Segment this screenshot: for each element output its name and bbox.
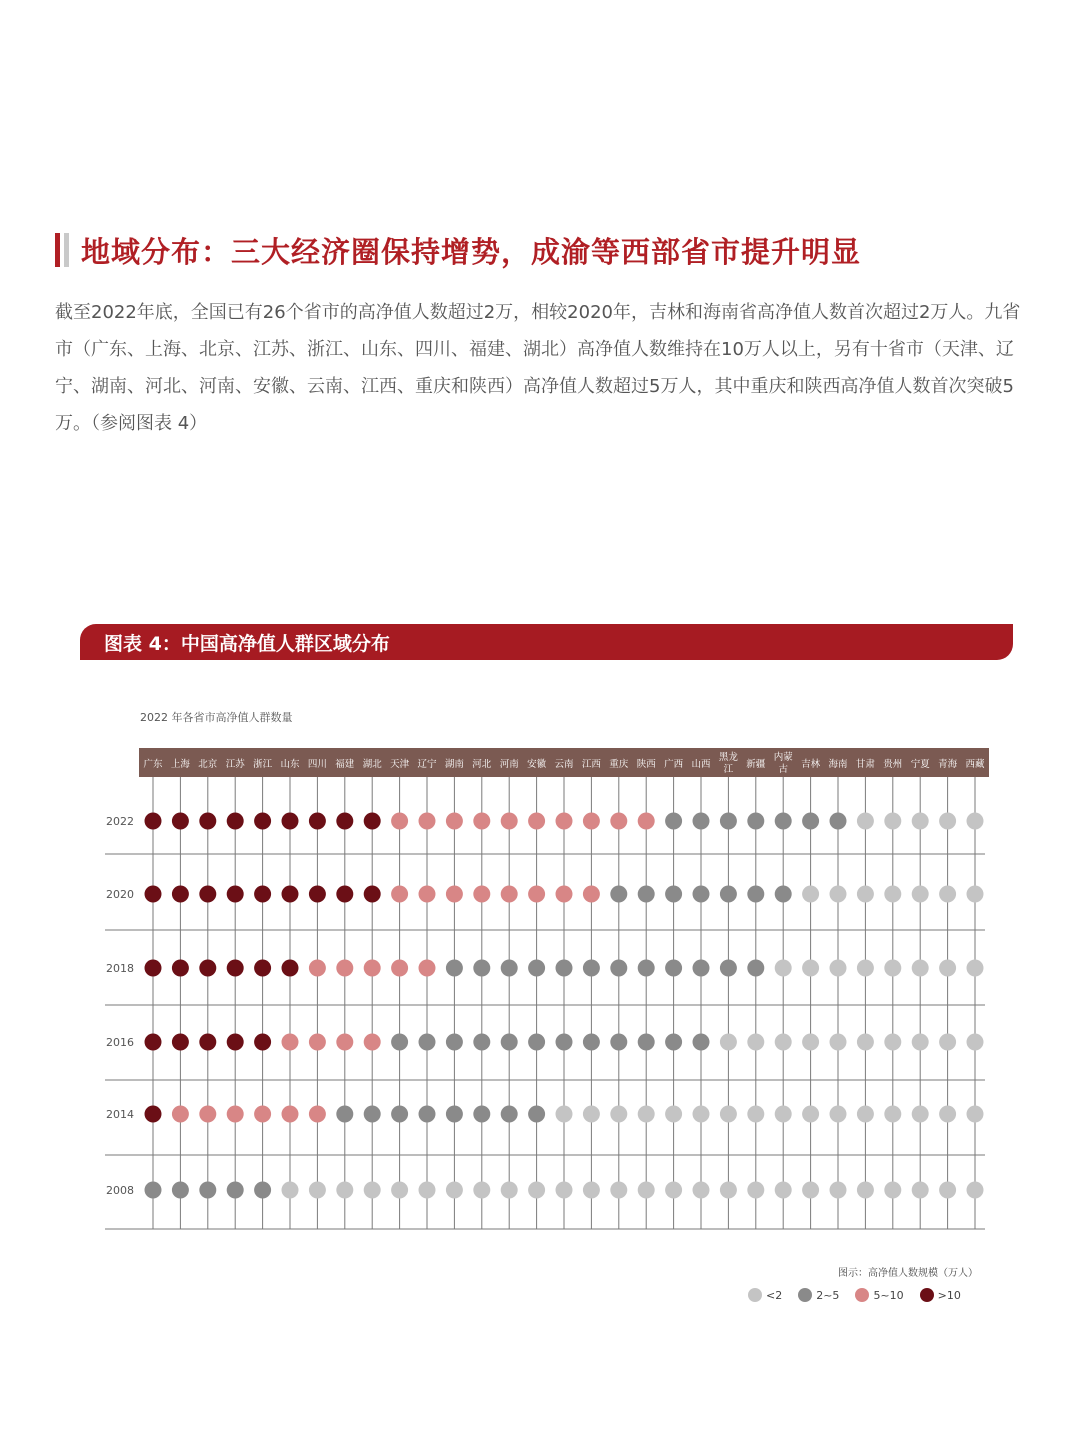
province-label: 山东 (280, 759, 300, 770)
year-label: 2018 (106, 962, 134, 975)
cell-dot (501, 886, 518, 903)
cell-dot (610, 1182, 627, 1199)
cell-dot (802, 960, 819, 977)
cell-dot (775, 813, 792, 830)
cell-dot (473, 1034, 490, 1051)
cell-dot (145, 1182, 162, 1199)
cell-dot (391, 1034, 408, 1051)
province-label: 天津 (390, 759, 410, 770)
cell-dot (665, 1034, 682, 1051)
cell-dot (145, 886, 162, 903)
section-paragraph: 截至2022年底，全国已有26个省市的高净值人数超过2万，相较2020年，吉林和海南省高净值人数首次超过2万人。九省市（广东、上海、北京、江苏、浙江、山东、四川、福建、湖北）高净值人数维持在10万人以上，另有十省市（天津、辽宁、湖南、河北、河南、安徽、云南、江西、重庆和陕西）高净值人数超过5万人，其中重庆和陕西高净值人数首次突破5万。（参阅图表 4） (55, 302, 1021, 434)
province-label: 青海 (938, 759, 958, 770)
cell-dot (720, 1106, 737, 1123)
cell-dot (912, 960, 929, 977)
cell-dot (857, 960, 874, 977)
legend-item-gt10 (920, 1288, 961, 1302)
cell-dot (857, 886, 874, 903)
cell-dot (336, 813, 353, 830)
cell-dot (583, 813, 600, 830)
cell-dot (967, 1182, 984, 1199)
section-title: 地域分布：三大经济圈保持增势，成渝等西部省市提升明显 (81, 234, 862, 269)
figure-label: 图表 4：中国高净值人群区域分布 (104, 632, 390, 655)
cell-dot (884, 960, 901, 977)
legend (748, 1288, 961, 1302)
cell-dot (857, 1106, 874, 1123)
legend-label-2to5: 2~5 (816, 1288, 840, 1302)
cell-dot (830, 1034, 847, 1051)
cell-dot (282, 1034, 299, 1051)
cell-dot (884, 1034, 901, 1051)
cell-dot (912, 1182, 929, 1199)
cell-dot (556, 960, 573, 977)
cell-dot (282, 960, 299, 977)
legend-title: 图示：高净值人数规模（万人） (838, 1268, 978, 1279)
province-label: 上海 (170, 759, 190, 770)
cell-dot (145, 1106, 162, 1123)
cell-dot (720, 813, 737, 830)
cell-dot (336, 1034, 353, 1051)
cell-dot (336, 1106, 353, 1123)
cell-dot (391, 960, 408, 977)
cell-dot (912, 1034, 929, 1051)
province-label: 西藏 (965, 759, 985, 770)
cell-dot (857, 813, 874, 830)
province-label: 海南 (828, 759, 848, 770)
cell-dot (364, 1182, 381, 1199)
cell-dot (172, 1182, 189, 1199)
cell-dot (227, 1182, 244, 1199)
cell-dot (309, 1106, 326, 1123)
cell-dot (830, 813, 847, 830)
cell-dot (665, 813, 682, 830)
cell-dot (419, 1034, 436, 1051)
cell-dot (391, 813, 408, 830)
cell-dot (501, 1106, 518, 1123)
cell-dot (364, 1106, 381, 1123)
cell-dot (336, 886, 353, 903)
cell-dot (583, 1182, 600, 1199)
chart-subtitle: 2022 年各省市高净值人群数量 (140, 711, 293, 724)
cell-dot (747, 886, 764, 903)
cell-dot (556, 1182, 573, 1199)
cell-dot (638, 1106, 655, 1123)
cell-dot (446, 1106, 463, 1123)
cell-dot (775, 1182, 792, 1199)
cell-dot (199, 1182, 216, 1199)
cell-dot (638, 886, 655, 903)
province-label: 河南 (499, 759, 519, 770)
cell-dot (884, 1106, 901, 1123)
cell-dot (830, 960, 847, 977)
cell-dot (227, 813, 244, 830)
province-label: 贵州 (883, 759, 903, 770)
cell-dot (336, 960, 353, 977)
cell-dot (473, 960, 490, 977)
province-label: 吉林 (801, 759, 821, 770)
cell-dot (172, 886, 189, 903)
cell-dot (857, 1034, 874, 1051)
province-label: 江苏 (225, 759, 245, 770)
year-label: 2022 (106, 815, 134, 828)
legend-item-lt2 (748, 1288, 782, 1302)
cell-dot (747, 1106, 764, 1123)
cell-dot (939, 1106, 956, 1123)
cell-dot (501, 960, 518, 977)
cell-dot (939, 1034, 956, 1051)
cell-dot (446, 960, 463, 977)
cell-dot (583, 886, 600, 903)
cell-dot (610, 813, 627, 830)
cell-dot (309, 813, 326, 830)
cell-dot (939, 960, 956, 977)
cell-dot (775, 960, 792, 977)
cell-dot (172, 1034, 189, 1051)
cell-dot (939, 1182, 956, 1199)
cell-dot (364, 886, 381, 903)
cell-dot (638, 1034, 655, 1051)
cell-dot (254, 960, 271, 977)
cell-dot (912, 886, 929, 903)
cell-dot (556, 1106, 573, 1123)
cell-dot (665, 1182, 682, 1199)
cell-dot (693, 1034, 710, 1051)
cell-dot (528, 813, 545, 830)
province-label: 甘肃 (855, 759, 875, 770)
province-label: 浙江 (253, 759, 273, 770)
cell-dot (227, 960, 244, 977)
cell-dot (884, 1182, 901, 1199)
cell-dot (638, 960, 655, 977)
cell-dot (583, 960, 600, 977)
cell-dot (199, 1034, 216, 1051)
cell-dot (967, 886, 984, 903)
cell-dot (145, 1034, 162, 1051)
province-label: 内蒙古 (773, 752, 793, 775)
cell-dot (309, 1034, 326, 1051)
cell-dot (556, 1034, 573, 1051)
cell-dot (473, 813, 490, 830)
cell-dot (884, 886, 901, 903)
cell-dot (693, 886, 710, 903)
legend-item-2to5 (798, 1288, 839, 1302)
cell-dot (501, 813, 518, 830)
year-label: 2020 (106, 888, 134, 901)
cell-dot (747, 1182, 764, 1199)
cell-dot (391, 1106, 408, 1123)
cell-dot (391, 1182, 408, 1199)
cell-dot (473, 886, 490, 903)
cell-dot (967, 1106, 984, 1123)
cell-dot (720, 1034, 737, 1051)
cell-dot (199, 960, 216, 977)
province-label: 宁夏 (910, 759, 930, 770)
cell-dot (802, 1106, 819, 1123)
cell-dot (419, 813, 436, 830)
cell-dot (884, 813, 901, 830)
legend-label-lt2: <2 (766, 1288, 783, 1302)
province-label: 云南 (554, 759, 574, 770)
cell-dot (747, 960, 764, 977)
cell-dot (501, 1034, 518, 1051)
cell-dot (720, 1182, 737, 1199)
cell-dot (802, 813, 819, 830)
cell-dot (199, 813, 216, 830)
province-label: 江西 (581, 759, 601, 770)
legend-swatch-lt2 (748, 1288, 762, 1302)
legend-label-5to10: 5~10 (873, 1288, 904, 1302)
province-label: 新疆 (746, 759, 766, 770)
cell-dot (473, 1106, 490, 1123)
cell-dot (747, 813, 764, 830)
cell-dot (145, 813, 162, 830)
cell-dot (556, 813, 573, 830)
cell-dot (967, 1034, 984, 1051)
cell-dot (254, 886, 271, 903)
legend-item-5to10 (855, 1288, 903, 1302)
province-label: 黑龙江 (718, 752, 738, 775)
cell-dot (528, 1182, 545, 1199)
cell-dot (419, 960, 436, 977)
cell-dot (556, 886, 573, 903)
cell-dot (391, 886, 408, 903)
legend-swatch-5to10 (855, 1288, 869, 1302)
cell-dot (775, 1034, 792, 1051)
cell-dot (967, 813, 984, 830)
legend-swatch-gt10 (920, 1288, 934, 1302)
province-label: 福建 (335, 759, 355, 770)
cell-dot (967, 960, 984, 977)
cell-dot (610, 1034, 627, 1051)
province-label: 辽宁 (417, 759, 437, 770)
cell-dot (254, 1106, 271, 1123)
cell-dot (720, 960, 737, 977)
cell-dot (254, 813, 271, 830)
cell-dot (528, 886, 545, 903)
cell-dot (802, 886, 819, 903)
cell-dot (199, 886, 216, 903)
cell-dot (172, 960, 189, 977)
province-label: 安徽 (527, 759, 547, 770)
cell-dot (693, 813, 710, 830)
cell-dot (364, 813, 381, 830)
cell-dot (583, 1034, 600, 1051)
year-label: 2014 (106, 1108, 134, 1121)
cell-dot (282, 1182, 299, 1199)
cell-dot (172, 1106, 189, 1123)
cell-dot (830, 1182, 847, 1199)
cell-dot (747, 1034, 764, 1051)
province-label: 广西 (664, 759, 684, 770)
cell-dot (145, 960, 162, 977)
cell-dot (583, 1106, 600, 1123)
province-label: 湖南 (444, 759, 464, 770)
cell-dot (446, 813, 463, 830)
province-label: 湖北 (362, 759, 382, 770)
cell-dot (912, 1106, 929, 1123)
cell-dot (857, 1182, 874, 1199)
cell-dot (720, 886, 737, 903)
cell-dot (419, 886, 436, 903)
legend-swatch-2to5 (798, 1288, 812, 1302)
cell-dot (227, 886, 244, 903)
cell-dot (446, 1182, 463, 1199)
cell-dot (309, 960, 326, 977)
province-label: 广东 (143, 759, 163, 770)
cell-dot (802, 1034, 819, 1051)
year-label: 2016 (106, 1036, 134, 1049)
cell-dot (610, 960, 627, 977)
cell-dot (528, 1106, 545, 1123)
province-label: 河北 (472, 759, 492, 770)
cell-dot (227, 1106, 244, 1123)
cell-dot (775, 886, 792, 903)
cell-dot (638, 813, 655, 830)
cell-dot (802, 1182, 819, 1199)
cell-dot (665, 960, 682, 977)
legend-label-gt10: >10 (937, 1288, 961, 1302)
cell-dot (528, 1034, 545, 1051)
cell-dot (419, 1106, 436, 1123)
cell-dot (610, 886, 627, 903)
cell-dot (693, 1106, 710, 1123)
cell-dot (282, 886, 299, 903)
cell-dot (528, 960, 545, 977)
cell-dot (254, 1034, 271, 1051)
cell-dot (638, 1182, 655, 1199)
cell-dot (693, 1182, 710, 1199)
province-label: 北京 (198, 759, 218, 770)
cell-dot (501, 1182, 518, 1199)
cell-dot (830, 1106, 847, 1123)
cell-dot (939, 886, 956, 903)
cell-dot (364, 1034, 381, 1051)
cell-dot (610, 1106, 627, 1123)
cell-dot (665, 886, 682, 903)
year-label: 2008 (106, 1184, 134, 1197)
cell-dot (473, 1182, 490, 1199)
cell-dot (830, 886, 847, 903)
cell-dot (446, 886, 463, 903)
cell-dot (282, 813, 299, 830)
cell-dot (172, 813, 189, 830)
province-label: 四川 (307, 759, 327, 770)
province-label: 重庆 (609, 759, 629, 770)
cell-dot (254, 1182, 271, 1199)
cell-dot (939, 813, 956, 830)
province-label: 山西 (691, 759, 711, 770)
province-label: 陕西 (636, 759, 656, 770)
cell-dot (282, 1106, 299, 1123)
cell-dot (775, 1106, 792, 1123)
cell-dot (309, 1182, 326, 1199)
cell-dot (665, 1106, 682, 1123)
cell-dot (912, 813, 929, 830)
cell-dot (309, 886, 326, 903)
cell-dot (336, 1182, 353, 1199)
cell-dot (693, 960, 710, 977)
cell-dot (446, 1034, 463, 1051)
cell-dot (227, 1034, 244, 1051)
cell-dot (199, 1106, 216, 1123)
cell-dot (419, 1182, 436, 1199)
cell-dot (364, 960, 381, 977)
